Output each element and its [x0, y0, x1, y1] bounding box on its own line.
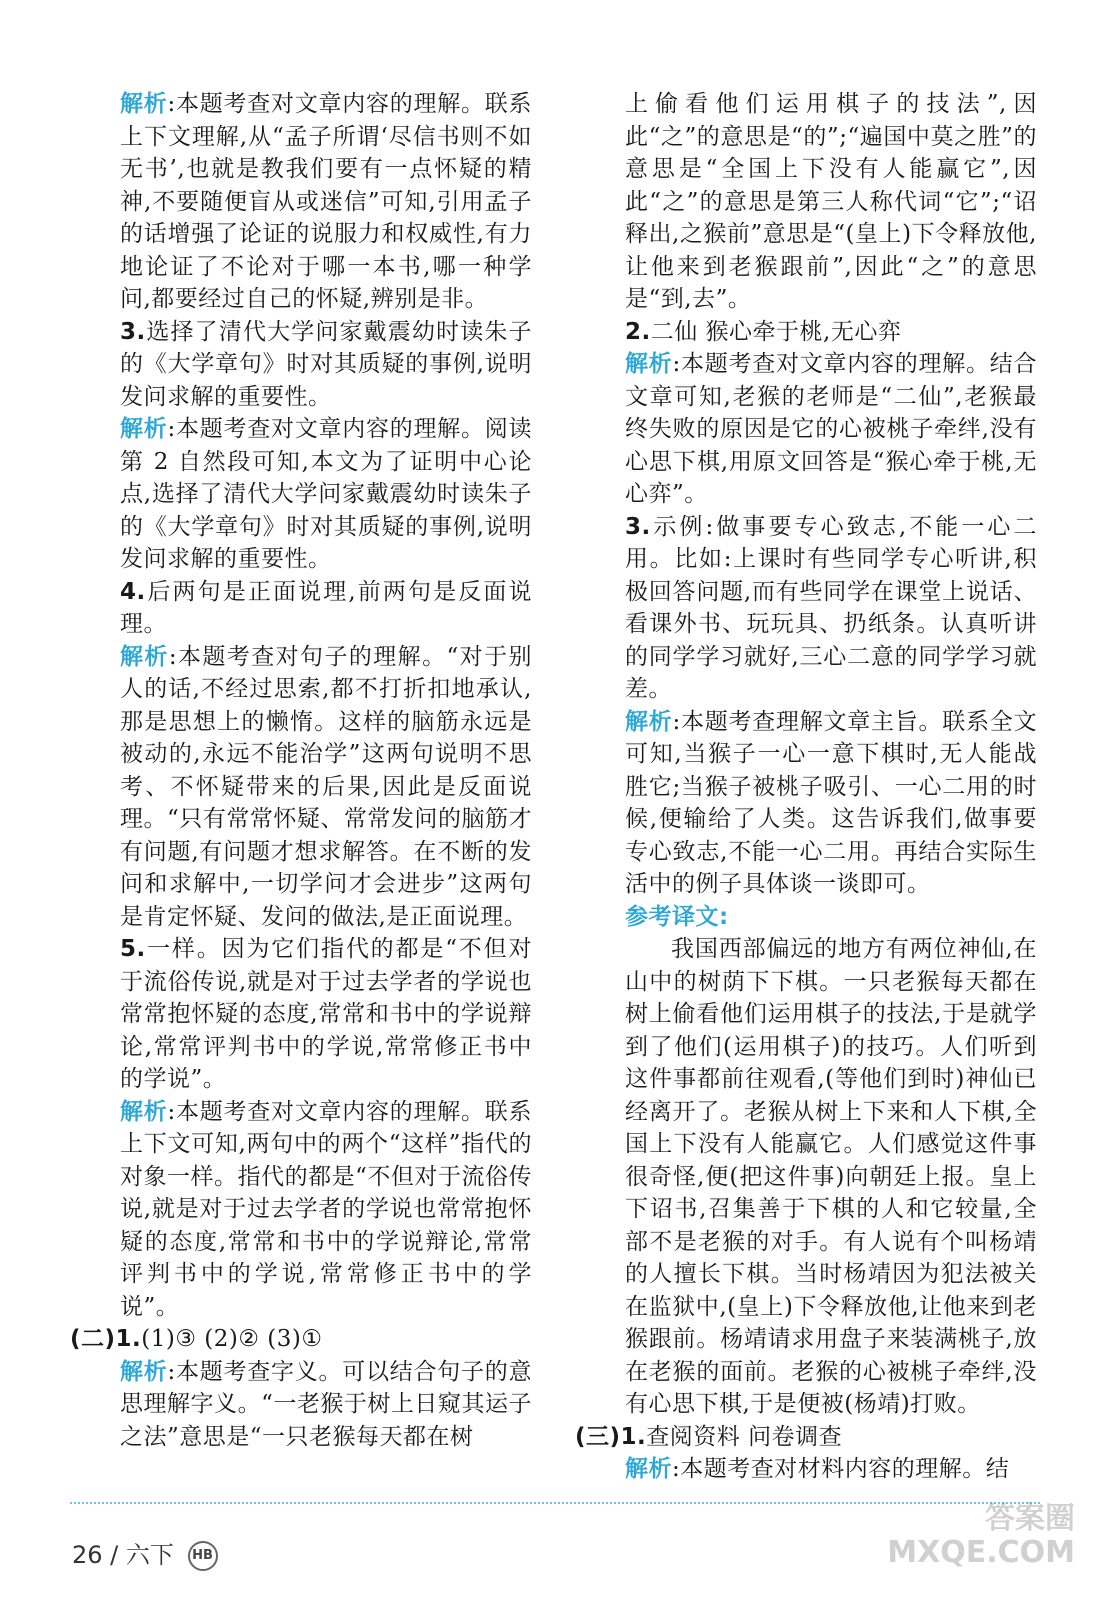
block-text: 我国西部偏远的地方有两位神仙,在山中的树荫下下棋。一只老猴每天都在树上偷看他们运用棋子的技法,于是就学到了他们(运用棋子)的技巧。人们听到这件事都前往观看,(等他们到时)神仙已经离开了。老猴从树上下来和人下棋,全国上下没有人能赢它。人们感觉这件事很奇怪,便(把这件事)向朝廷上报。皇上下诏书,召集善于下棋的人和它较量,全部不是老猴的对手。有人说有个叫杨靖的人擅长下棋。当时杨靖因为犯法被关在监狱中,(皇上)下令释放他,让他来到老猴跟前。杨靖请求用盘子来装满桃子,放在老猴的面前。老猴的心被桃子牵绊,没有心思下棋,于是便被(杨靖)打败。	[625, 936, 1037, 1417]
block-text: 一样。因为它们指代的都是“不但对于流俗传说,就是对于过去学者的学说也常常抱怀疑的态度,常常和书中的学说辩论,常常评判书中的学说,常常修正书中的学说”。	[120, 936, 532, 1092]
watermark: 答案圈 MXQE.COM	[887, 1501, 1075, 1570]
question-number: 5.	[120, 936, 146, 962]
left-block	[70, 1323, 532, 1356]
left-block	[120, 88, 532, 316]
left-block	[120, 1096, 532, 1324]
block-text: :本题考查对文章内容的理解。联系上下文可知,两句中的两个“这样”指代的对象一样。指代的都是“不但对于流俗传说,就是对于过去学者的学说也常常抱怀疑的态度,常常和书中的学说辩论,常常评判书中的学说,常常修正书中的学说”。	[120, 1098, 532, 1320]
block-text: :本题考查对文章内容的理解。联系上下文理解,从“孟子所谓‘尽信书则不如无书’,也就是教我们要有一点怀疑的精神,不要随便盲从或迷信”可知,引用孟子的话增强了论证的说服力和权威性,有力地论证了不论对于哪一本书,哪一种学问,都要经过自己的怀疑,辨别是非。	[120, 91, 532, 312]
block-text: (1)③ (2)② (3)①	[141, 1326, 323, 1352]
right-block	[625, 1453, 1037, 1486]
analysis-label: 解析	[120, 416, 168, 442]
left-block	[120, 413, 532, 576]
analysis-label: 解析	[120, 1358, 168, 1385]
right-column	[575, 88, 1037, 1486]
analysis-label: 解析	[120, 643, 169, 670]
edition-badge: HB	[188, 1541, 218, 1571]
left-block	[120, 576, 532, 641]
block-text: :本题考查字义。可以结合句子的意思理解字义。“一老猴于树上日窥其运子之法”意思是“一只老猴每天都在树	[120, 1358, 532, 1450]
question-number: 2.	[625, 318, 651, 345]
block-text: :本题考查对文章内容的理解。结合文章可知,老猴的老师是“二仙”,老猴最终失败的原因是它的心被桃子牵绊,没有心思下棋,用原文回答是“猴心牵于桃,无心弈”。	[625, 351, 1037, 507]
analysis-label: 解析	[625, 351, 673, 377]
analysis-label: 解析	[625, 708, 673, 735]
left-block	[120, 316, 532, 414]
block-text: :本题考查对文章内容的理解。阅读第 2 自然段可知,本文为了证明中心论点,选择了清代大学问家戴震幼时读朱子的《大学章句》时对其质疑的事例,说明发问求解的重要性。	[120, 416, 532, 572]
section-label: (二)	[70, 1326, 116, 1352]
right-block	[625, 348, 1037, 511]
right-block	[625, 316, 1037, 349]
page-footer	[72, 1535, 218, 1571]
left-block	[120, 933, 532, 1096]
right-block	[625, 901, 1037, 934]
block-text: 查阅资料 问卷调查	[646, 1423, 843, 1450]
left-column	[70, 88, 532, 1453]
page-number: 26 / 六下	[72, 1541, 174, 1569]
right-block	[625, 706, 1037, 901]
left-block	[120, 1356, 532, 1454]
question-number: 3.	[625, 513, 651, 540]
question-number: 4.	[120, 578, 146, 605]
block-text: 二仙 猴心牵于桃,无心弈	[650, 318, 902, 345]
question-number: 3.	[120, 318, 146, 345]
question-number: 1.	[115, 1326, 142, 1352]
block-text: 选择了清代大学问家戴震幼时读朱子的《大学章句》时对其质疑的事例,说明发问求解的重要性。	[120, 318, 532, 410]
left-block	[120, 641, 532, 934]
block-text: 后两句是正面说理,前两句是反面说理。	[120, 578, 532, 637]
block-text: :本题考查对句子的理解。“对于别人的话,不经过思索,都不打折扣地承认,那是思想上的懒惰。这样的脑筋永远是被动的,永远不能治学”这两句说明不思考、不怀疑带来的后果,因此是反面说理。“只有常常怀疑、常常发问的脑筋才有问题,有问题才想求解答。在不断的发问和求解中,一切学问才会进步”这两句是肯定怀疑、发问的做法,是正面说理。	[120, 643, 532, 930]
analysis-label: 解析	[625, 1456, 672, 1482]
analysis-label: 参考译文:	[625, 903, 729, 930]
right-block	[625, 933, 1037, 1421]
block-text: 示例:做事要专心致志,不能一心二用。比如:上课时有些同学专心听讲,积极回答问题,而有些同学在课堂上说话、看课外书、玩玩具、扔纸条。认真听讲的同学学习就好,三心二意的同学学习就差。	[625, 513, 1037, 702]
block-text: 上偷看他们运用棋子的技法”,因此“之”的意思是“的”;“遍国中莫之胜”的意思是“全国上下没有人能赢它”,因此“之”的意思是第三人称代词“它”;“诏释出,之猴前”意思是“(皇上)下令释放他,让他来到老猴跟前”,因此“之”的意思是“到,去”。	[625, 91, 1037, 312]
block-text: :本题考查理解文章主旨。联系全文可知,当猴子一心一意下棋时,无人能战胜它;当猴子被桃子吸引、一心二用的时候,便输给了人类。这告诉我们,做事要专心致志,不能一心二用。再结合实际生活中的例子具体谈一谈即可。	[625, 708, 1037, 897]
right-block	[575, 1421, 1037, 1454]
analysis-label: 解析	[120, 1098, 168, 1125]
right-block	[625, 511, 1037, 706]
question-number: 1.	[620, 1423, 647, 1450]
right-block	[625, 88, 1037, 316]
block-text: :本题考查对材料内容的理解。结	[672, 1456, 1010, 1482]
analysis-label: 解析	[120, 91, 168, 117]
section-label: (三)	[575, 1423, 621, 1450]
